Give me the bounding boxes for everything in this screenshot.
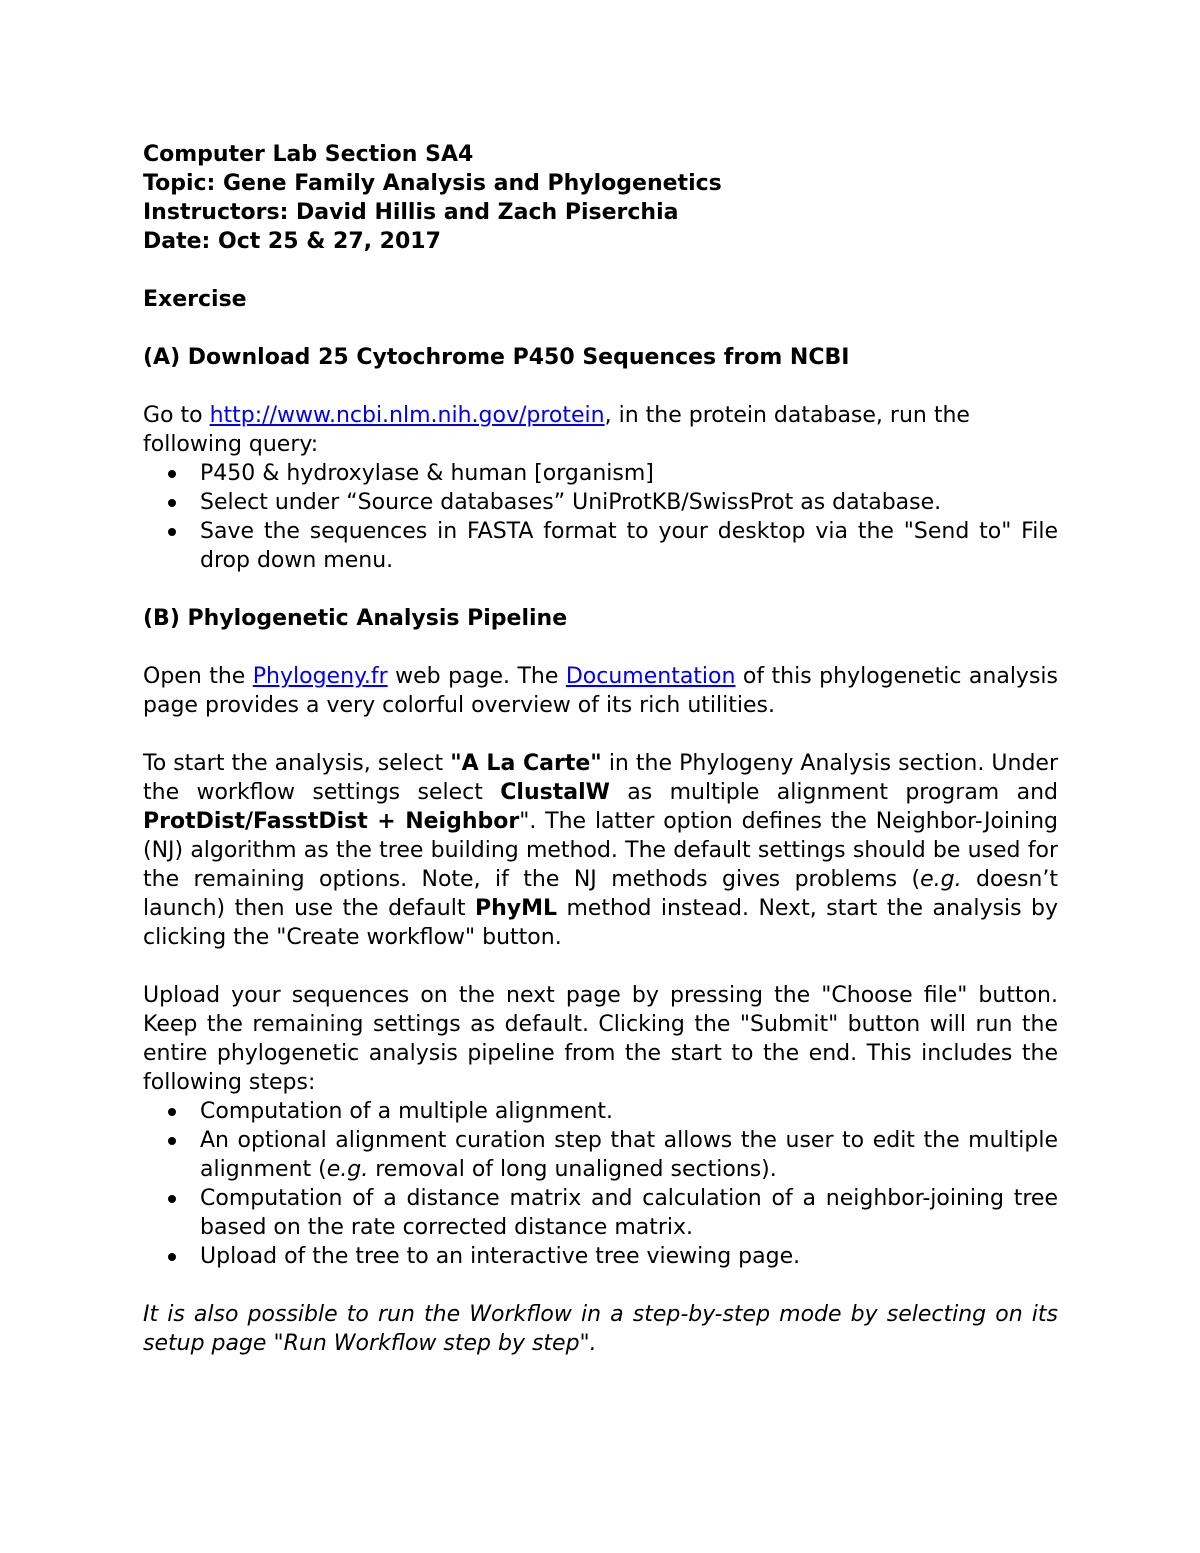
list-item: Select under “Source databases” UniProtKB/SwissProt as database. [143,488,1058,517]
query-list [143,459,1058,575]
workflow-note: It is also possible to run the Workflow in a step-by-step mode by selecting on its setup page "Run Workflow step by step". [143,1302,1058,1356]
list-item: P450 & hydroxylase & human [organism] [143,459,1058,488]
list-item: Upload of the tree to an interactive tree viewing page. [143,1242,1058,1271]
steps-list [143,1097,1058,1271]
list-item: Computation of a distance matrix and calculation of a neighbor-joining tree based on the rate corrected distance matrix. [143,1184,1058,1242]
bullet-icon [168,1108,176,1116]
list-item: An optional alignment curation step that allows the user to edit the multiple alignment (e.g. removal of long unaligned sections). [143,1126,1058,1184]
section-b-paragraph-3: Upload your sequences on the next page by pressing the "Choose file" button. Keep the remaining settings as default. Clicking the "Submit" button will run the entire phylogenetic analysis pipeline from the start to the end. This includes the following steps: [143,983,1058,1095]
topic-line: Topic: Gene Family Analysis and Phylogenetics [143,171,722,196]
section-a-heading: (A) Download 25 Cytochrome P450 Sequences from NCBI [143,345,850,370]
title-line: Computer Lab Section SA4 [143,142,474,167]
bullet-icon [168,1137,176,1145]
ncbi-protein-link[interactable]: http://www.ncbi.nlm.nih.gov/protein [209,403,605,428]
document-page [143,140,1058,1358]
section-b-paragraph-2: To start the analysis, select "A La Carte" in the Phylogeny Analysis section. Under the workflow settings select ClustalW as multiple alignment program and ProtDist/FasstDist + Neighbor". The latter option defines the Neighbor-Joining (NJ) algorithm as the tree building method. The default settings should be used for the remaining options. Note, if the NJ methods gives problems (e.g. doesn’t launch) then use the default PhyML method instead. Next, start the analysis by clicking the "Create workflow" button. [143,751,1058,950]
bullet-icon [168,470,176,478]
date-line: Date: Oct 25 & 27, 2017 [143,229,441,254]
phylogeny-fr-link[interactable]: Phylogeny.fr [252,664,388,689]
instructors-line: Instructors: David Hillis and Zach Piserchia [143,200,679,225]
list-item: Save the sequences in FASTA format to your desktop via the "Send to" File drop down menu. [143,517,1058,575]
exercise-heading: Exercise [143,287,247,312]
bullet-icon [168,499,176,507]
section-b-heading: (B) Phylogenetic Analysis Pipeline [143,606,568,631]
list-item: Computation of a multiple alignment. [143,1097,1058,1126]
bullet-icon [168,1195,176,1203]
section-b-paragraph-1: Open the Phylogeny.fr web page. The Documentation of this phylogenetic analysis page provides a very colorful overview of its rich utilities. [143,664,1058,718]
bullet-icon [168,528,176,536]
documentation-link[interactable]: Documentation [565,664,736,689]
bullet-icon [168,1253,176,1261]
section-a-intro: Go to http://www.ncbi.nlm.nih.gov/protein, in the protein database, run the following query: [143,403,970,457]
